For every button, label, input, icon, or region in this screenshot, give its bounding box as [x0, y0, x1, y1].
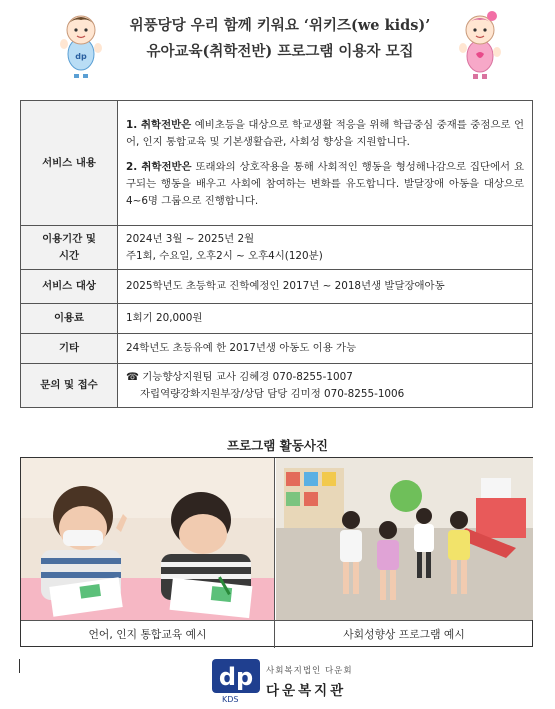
row-service — [21, 101, 533, 226]
label-period-line-2: 시간 — [58, 249, 80, 262]
photo-children-circle-play-image — [276, 458, 533, 620]
caption-language-cognitive: 언어, 인지 통합교육 예시 — [21, 621, 275, 648]
row-period — [21, 226, 533, 270]
contact-line-1 — [126, 369, 524, 386]
org-subtitle: 사회복지법인 다운회 — [266, 666, 353, 676]
mascot-girl-icon — [458, 6, 502, 80]
contact-line-1-text: 기능향상지원팀 교사 김혜경 070-8255-1007 — [142, 370, 353, 383]
label-period-line-1: 이용기간 및 — [42, 232, 96, 245]
service-p2-bold: 2. 취학전반은 — [126, 160, 192, 173]
svg-text:dp: dp — [218, 663, 254, 691]
period-line-1: 2024년 3월 ~ 2025년 2월 — [126, 232, 255, 245]
content-contact — [118, 364, 533, 408]
title-line-1: 위풍당당 우리 함께 키워요 ‘위키즈(we kids)’ — [129, 17, 431, 34]
label-fee: 이용료 — [21, 304, 118, 334]
content-period — [118, 226, 533, 270]
program-info-table — [20, 100, 533, 408]
label-etc: 기타 — [21, 334, 118, 364]
service-p1-bold: 1. 취학전반은 — [126, 118, 192, 131]
dawoon-logo-icon — [212, 659, 260, 703]
service-paragraph-2 — [126, 159, 524, 210]
contact-line-2: 자립역량강화지원부장/상담 담당 김미정 070-8255-1006 — [140, 387, 405, 400]
content-fee: 1회기 20,000원 — [118, 304, 533, 334]
phone-icon: ☎ — [126, 370, 139, 383]
row-target — [21, 270, 533, 304]
title-line-2: 유아교육(취학전반) 프로그램 이용자 모집 — [146, 43, 414, 60]
text-cursor — [19, 659, 20, 673]
photo-social-skills — [276, 458, 533, 620]
content-target: 2025학년도 초등학교 진학예정인 2017년 ~ 2018년생 발달장애아동 — [118, 270, 533, 304]
svg-text:dp: dp — [75, 52, 87, 61]
org-name: 다운복지관 — [266, 683, 347, 699]
content-service — [118, 101, 533, 226]
label-contact: 문의 및 접수 — [21, 364, 118, 408]
period-line-2: 주1회, 수요일, 오후2시 ~ 오후4시(120분) — [126, 249, 323, 262]
row-etc — [21, 334, 533, 364]
content-etc: 24학년도 초등유예 한 2017년생 아동도 이용 가능 — [118, 334, 533, 364]
row-contact — [21, 364, 533, 408]
mascot-boy-icon — [60, 8, 102, 78]
photo-language-cognitive — [21, 458, 275, 620]
service-p2-text: 또래와의 상호작용을 통해 사회적인 행동을 형성해나감으로 집단에서 요구되는 행동을 배우고 사회에 참여하는 변화를 유도합니다. 발달장애 아동을 대상으로 4~6명 그룹으로 진행합니다. — [126, 160, 524, 207]
label-period — [21, 226, 118, 270]
photo-grid — [20, 457, 533, 647]
label-service: 서비스 내용 — [21, 101, 118, 226]
row-fee — [21, 304, 533, 334]
service-p1-text: 예비초등을 대상으로 학교생활 적응을 위해 학급중심 중재를 중점으로 언어, 인지 통합교육 및 기본생활습관, 사회성 향상을 지원합니다. — [126, 118, 525, 148]
caption-row — [21, 620, 532, 647]
caption-social-skills: 사회성향상 프로그램 예시 — [343, 628, 465, 641]
label-target: 서비스 대상 — [21, 270, 118, 304]
photo-section-title: 프로그램 활동사진 — [227, 438, 328, 453]
svg-text:KDS: KDS — [222, 695, 239, 703]
header — [0, 0, 555, 90]
photo-children-studying-image — [21, 458, 275, 620]
service-paragraph-1 — [126, 117, 524, 151]
